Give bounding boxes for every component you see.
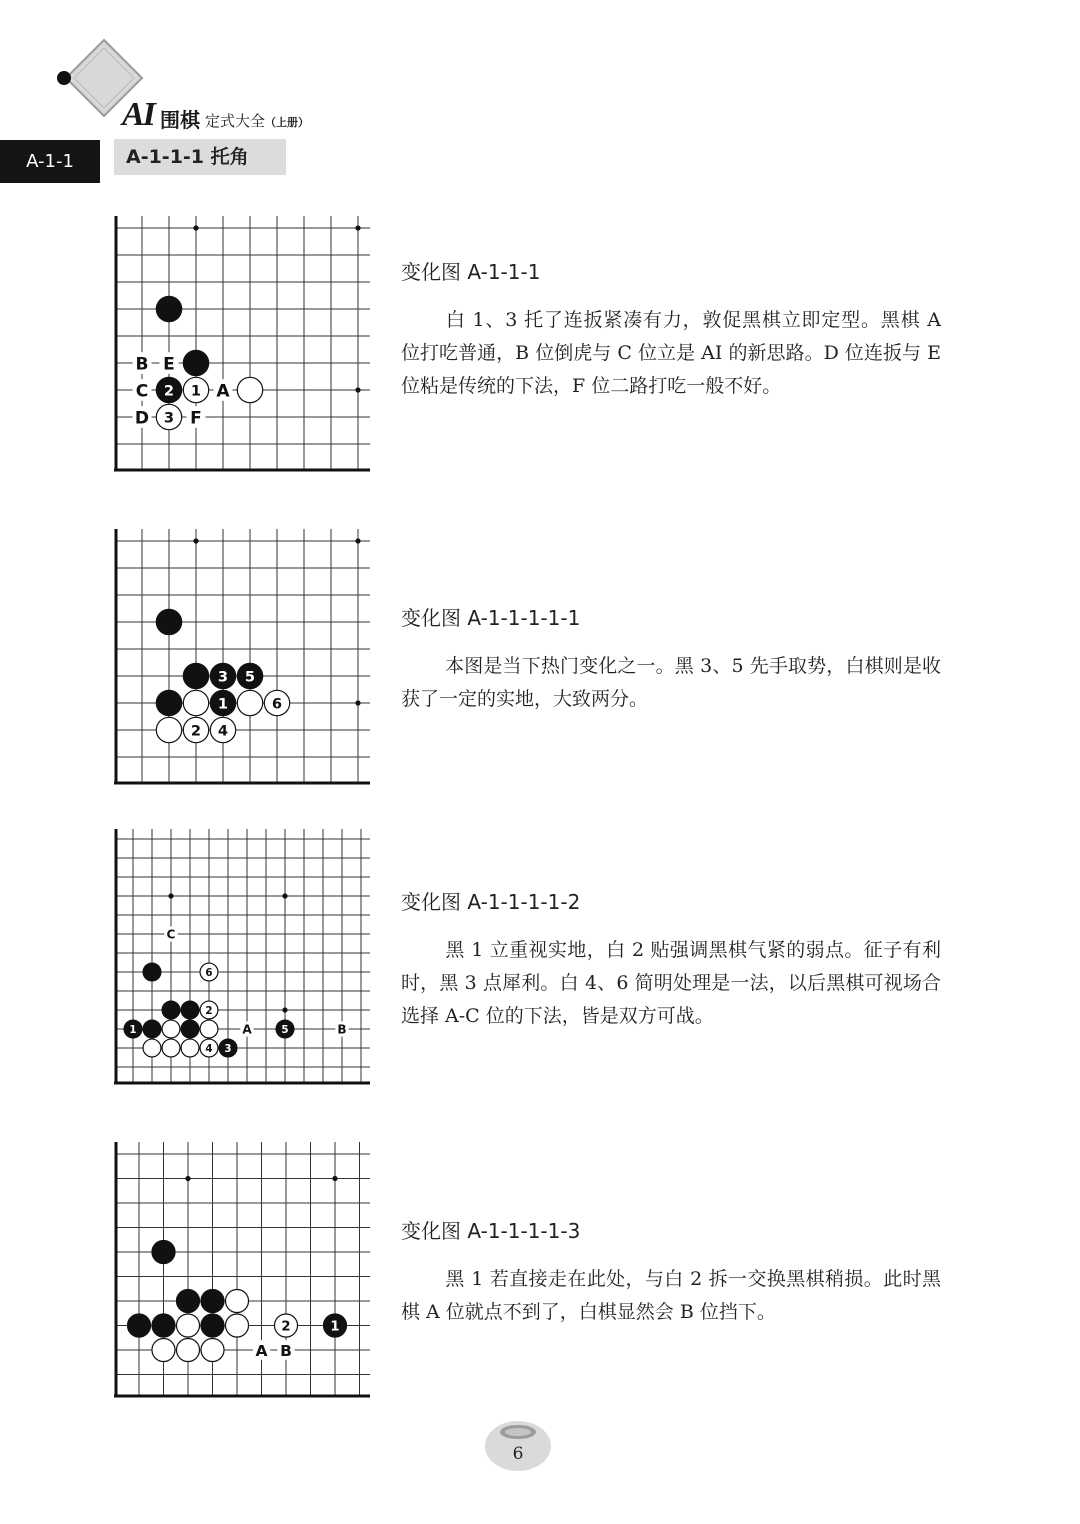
black-stone: [201, 1314, 224, 1337]
board-grid: [116, 529, 370, 783]
black-stone: [183, 350, 208, 375]
diagram-text-4: [401, 1263, 941, 1329]
stone-move-number: 3: [217, 668, 229, 686]
black-stone: [143, 1020, 161, 1038]
page-number: 6: [512, 1444, 524, 1464]
go-board-1: [114, 216, 370, 472]
stone-move-number: 4: [205, 1042, 213, 1055]
white-stone: [237, 690, 262, 715]
board-point-letter: F: [190, 408, 202, 429]
black-stone: [323, 1314, 346, 1337]
black-stone: [210, 690, 235, 715]
star-point: [193, 225, 198, 230]
stone-move-number: 3: [163, 409, 175, 427]
black-stone: [276, 1020, 294, 1038]
black-stone: [181, 1001, 199, 1019]
black-stone: [156, 609, 181, 634]
white-stone: [264, 690, 289, 715]
stone-move-number: 1: [190, 382, 202, 400]
black-stone: [124, 1020, 142, 1038]
stone-move-number: 3: [224, 1042, 232, 1055]
board-point-letter: D: [134, 408, 150, 429]
black-stone: [181, 1020, 199, 1038]
board-point-letter: A: [242, 1022, 252, 1037]
stone-move-number: 2: [205, 1004, 213, 1017]
star-point: [355, 387, 360, 392]
white-stone: [156, 717, 181, 742]
stone-move-number: 2: [190, 722, 202, 740]
white-stone: [200, 963, 218, 981]
board-grid: [116, 1142, 370, 1396]
diagram-text-2-body: 本图是当下热门变化之一。黑 3、5 先手取势，白棋则是收获了一定的实地，大致两分。: [401, 655, 941, 710]
black-stone: [237, 663, 262, 688]
diagram-caption-1: 变化图 A-1-1-1: [401, 260, 541, 284]
white-stone: [176, 1314, 199, 1337]
white-stone: [200, 1001, 218, 1019]
white-stone: [183, 377, 208, 402]
diagram-text-2: [401, 650, 941, 716]
diagram-text-3: [401, 934, 941, 1033]
white-stone: [200, 1039, 218, 1057]
diagram-text-4-body: 黑 1 若直接走在此处，与白 2 拆一交换黑棋稍损。此时黑棋 A 位就点不到了，白棋显然会 B 位挡下。: [401, 1268, 941, 1323]
board-point-letter: B: [280, 1341, 292, 1360]
diagram-caption-2: 变化图 A-1-1-1-1-1: [401, 606, 581, 630]
diagram-text-1-body: 白 1、3 托了连扳紧凑有力，敦促黑棋立即定型。黑棋 A 位打吃普通，B 位倒虎与 C 位立是 AI 的新思路。D 位连扳与 E 位粘是传统的下法，F 位二路打吃一般不好。: [401, 309, 941, 397]
white-stone: [200, 1020, 218, 1038]
board-point-letter: A: [255, 1341, 268, 1360]
black-stone: [156, 377, 181, 402]
star-point: [282, 893, 287, 898]
go-board-2: [114, 529, 370, 785]
stone-move-number: 2: [163, 382, 175, 400]
star-point: [193, 538, 198, 543]
black-stone: [152, 1314, 175, 1337]
black-stone: [127, 1314, 150, 1337]
white-stone: [201, 1338, 224, 1361]
black-stone: [162, 1001, 180, 1019]
stone-move-number: 5: [244, 668, 256, 686]
black-stone: [201, 1289, 224, 1312]
star-point: [168, 893, 173, 898]
stone-move-number: 6: [205, 966, 213, 979]
black-stone: [219, 1039, 237, 1057]
stone-move-number: 2: [281, 1319, 291, 1335]
black-stone: [156, 690, 181, 715]
star-point: [332, 1176, 337, 1181]
star-point: [355, 225, 360, 230]
black-stone: [210, 663, 235, 688]
board-point-letter: A: [216, 381, 230, 402]
white-stone: [152, 1338, 175, 1361]
diagram-caption-4: 变化图 A-1-1-1-1-3: [401, 1219, 581, 1243]
stone-move-number: 1: [330, 1319, 340, 1335]
board-point-letter: C: [135, 381, 149, 402]
white-stone: [176, 1338, 199, 1361]
logo-title: 定式大全: [205, 112, 266, 130]
white-stone: [181, 1039, 199, 1057]
stone-move-number: 6: [271, 695, 283, 713]
board-grid: [116, 216, 370, 470]
white-stone: [162, 1039, 180, 1057]
black-stone: [143, 963, 161, 981]
logo-volume: （上册）: [265, 116, 310, 129]
go-board-3: [114, 829, 370, 1085]
board-point-letter: E: [163, 354, 175, 375]
go-board-4: [114, 1142, 370, 1398]
logo-weiqi-text: 围棋: [160, 108, 200, 132]
go-board-svg: [114, 829, 370, 1085]
star-point: [355, 538, 360, 543]
page-number-badge: [484, 1420, 552, 1472]
white-stone: [183, 690, 208, 715]
stone-move-number: 4: [217, 722, 229, 740]
white-stone: [156, 404, 181, 429]
star-point: [185, 1176, 190, 1181]
white-stone: [225, 1289, 248, 1312]
book-logo: [48, 38, 348, 133]
black-stone: [183, 663, 208, 688]
black-stone: [156, 296, 181, 321]
star-point: [355, 700, 360, 705]
board-point-letter: B: [135, 354, 149, 375]
diagram-text-3-body: 黑 1 立重视实地，白 2 贴强调黑棋气紧的弱点。征子有利时，黑 3 点犀利。白 4、6 简明处理是一法，以后黑棋可视场合选择 A-C 位的下法，皆是双方可战。: [401, 939, 941, 1027]
white-stone: [183, 717, 208, 742]
white-stone: [210, 717, 235, 742]
go-board-svg: [114, 1142, 370, 1398]
stone-move-number: 5: [281, 1023, 289, 1036]
white-stone: [274, 1314, 297, 1337]
go-board-svg: [114, 216, 370, 472]
white-stone: [225, 1314, 248, 1337]
section-title: A-1-1-1 托角: [114, 139, 286, 175]
black-stone: [152, 1240, 175, 1263]
star-point: [282, 1007, 287, 1012]
white-stone: [237, 377, 262, 402]
stone-move-number: 1: [217, 695, 229, 713]
board-point-letter: C: [166, 927, 176, 942]
black-stone: [176, 1289, 199, 1312]
white-stone: [143, 1039, 161, 1057]
logo-ai-text: AI: [122, 96, 154, 133]
chapter-tab: A-1-1: [0, 140, 100, 183]
logo-title-text: [205, 110, 309, 131]
board-point-letter: B: [337, 1022, 347, 1037]
stone-move-number: 1: [129, 1023, 137, 1036]
go-board-svg: [114, 529, 370, 785]
diagram-text-1: [401, 304, 941, 403]
diagram-caption-3: 变化图 A-1-1-1-1-2: [401, 890, 581, 914]
white-stone: [162, 1020, 180, 1038]
